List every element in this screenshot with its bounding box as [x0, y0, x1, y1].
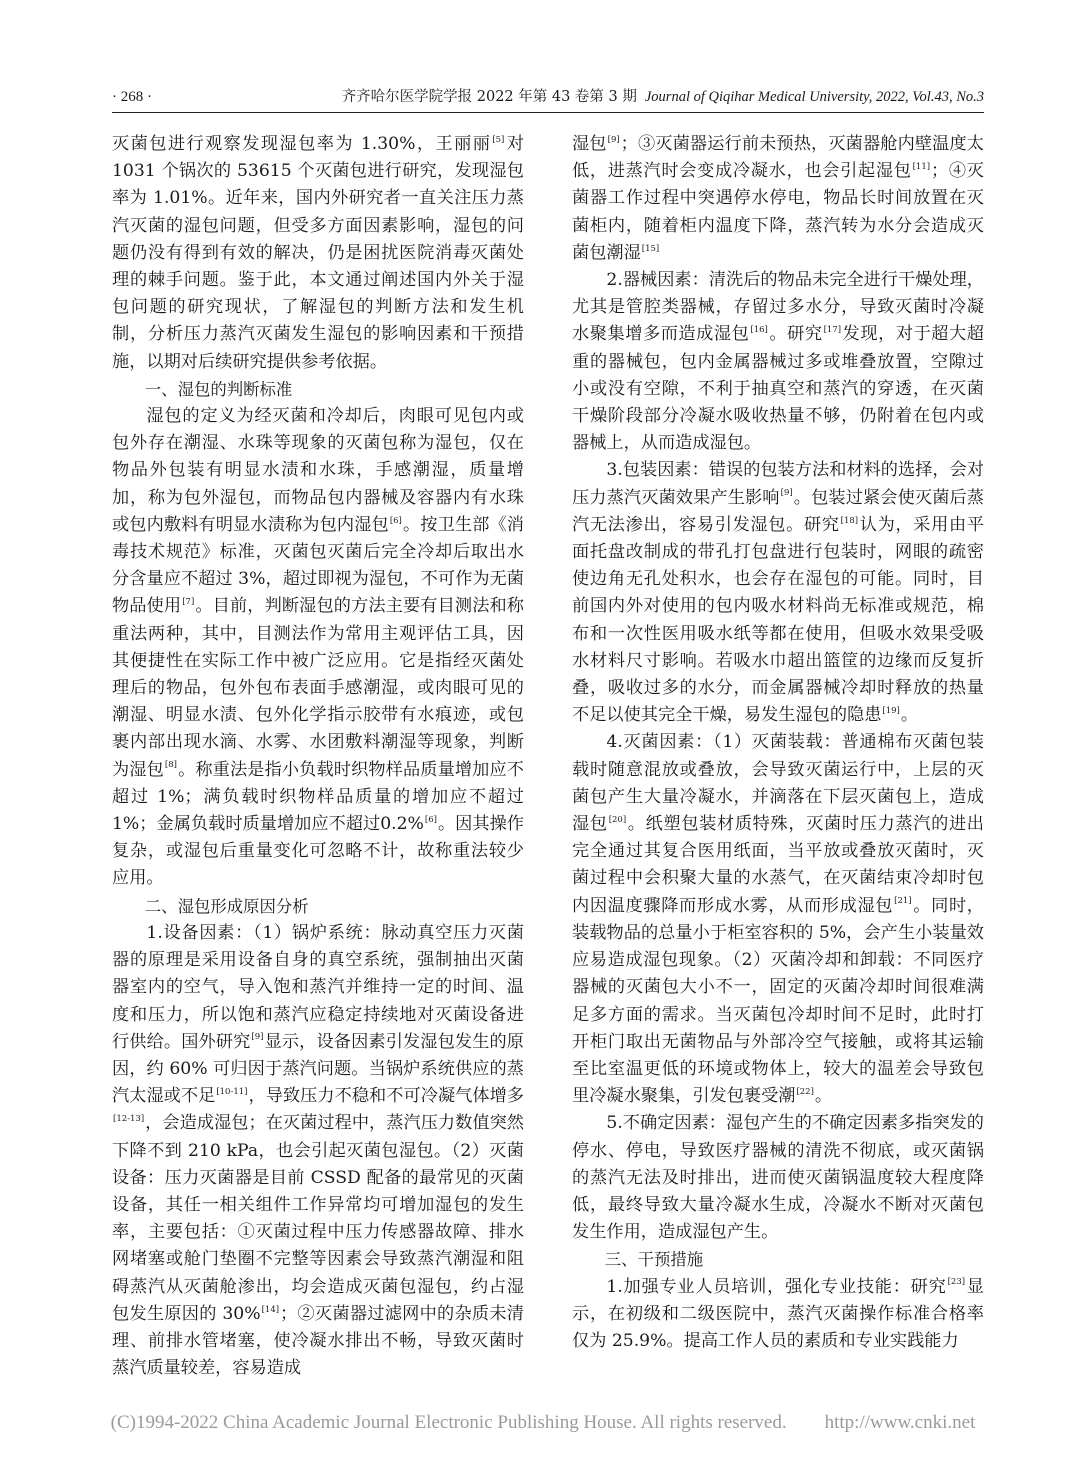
text-run: ；④灭菌器工作过程中突遇停水停电，物品长时间放置在灭菌柜内，随着柜内温度下降，蒸汽转为水分会造成灭菌包潮湿: [572, 161, 984, 263]
citation-ref: [23]: [947, 1277, 966, 1288]
text-run: 对1031 个锅次的 53615 个灭菌包进行研究，发现湿包率为 1.01%。近年来，国内外研究者一直关注压力蒸汽灭菌的湿包问题，但受多方面因素影响，湿包的问题仍没有得到有效的解决，仍是困扰医院消毒灭菌处理的棘手问题。鉴于此，本文通过阐述国内外关于湿包问题的研究现状，了解湿包的判断方法和发生机制，分析压力蒸汽灭菌发生湿包的影响因素和干预措施，以期对后续研究提供参考依据。: [112, 134, 524, 372]
citation-ref: [14]: [261, 1304, 280, 1315]
citation-ref: [6]: [424, 814, 437, 825]
text-run: 4.灭菌因素：（1）灭菌装载：普通棉布灭菌包装载时随意混放或叠放，会导致灭菌运行中，上层的灭菌包产生大量冷凝水，并滴落在下层灭菌包上，造成湿包: [572, 732, 984, 835]
text-run: ；③灭菌器运行前未预热，灭菌器舱内壁温度太低，进蒸汽时会变成冷凝水，也会引起湿包: [572, 134, 984, 182]
journal-title: [342, 86, 984, 108]
citation-ref: [8]: [164, 760, 177, 771]
citation-ref: [5]: [492, 134, 505, 145]
paragraph: [112, 403, 524, 893]
citation-ref: [20]: [608, 814, 627, 825]
text-run: 二、湿包形成原因分析: [144, 896, 309, 916]
section-heading: [112, 893, 524, 920]
citation-ref: [15]: [641, 243, 660, 254]
paragraph: [572, 1110, 984, 1246]
left-column: [112, 131, 524, 1382]
text-run: 灭菌包进行观察发现湿包率为 1.30%，王丽丽: [112, 134, 492, 154]
citation-ref: [6]: [389, 515, 402, 526]
citation-ref: [12-13]: [113, 1114, 145, 1125]
text-run: 。称重法是指小负载时织物样品质量增加应不超过 1%；满负载时织物样品质量的增加应不超过 1%；金属负载时质量增加应不超过0.2%: [112, 759, 524, 835]
text-run: 发现，对于超大超重的器械包，包内金属器械过多或堆叠放置，空隙过小或没有空隙，不利于抽真空和蒸汽的穿透，在灭菌干燥阶段部分冷凝水吸收热量不够，仍附着在包内或器械上，从而造成湿包。: [572, 324, 984, 454]
text-run: 。包装过紧会使灭菌后蒸汽无法渗出，容易引发湿包。研究: [572, 487, 984, 535]
text-run: 1.设备因素：（1）锅炉系统：脉动真空压力灭菌器的原理是采用设备自身的真空系统，强制抽出灭菌器室内的空气，导入饱和蒸汽并维持一定的时间、温度和压力，所以饱和蒸汽应稳定持续地对灭菌设备进行供给。国外研究: [112, 922, 524, 1052]
text-run: 。同时，装载物品的总量小于柜室容积的 5%，会产生小装量效应易造成湿包现象。（2）灭菌冷却和卸载：不同医疗器械的灭菌包大小不一，固定的灭菌冷却时间很难满足多方面的需求。当灭菌包冷却时间不足时，此时打开柜门取出无菌物品与外部冷空气接触，或将其运输至比室温更低的环境或物体上，较大的温差会导致包里冷凝水聚集，引发包裹受潮: [572, 895, 984, 1107]
journal-title-en: Journal of Qiqihar Medical University, 2022, Vol.43, No.3: [644, 89, 984, 105]
citation-ref: [17]: [823, 325, 842, 336]
citation-ref: [21]: [894, 896, 912, 907]
paragraph: [572, 457, 984, 729]
text-run: 。: [814, 1086, 833, 1107]
citation-ref: [11]: [912, 161, 931, 172]
text-run: 。目前，判断湿包的方法主要有目测法和称重法两种，其中，目测法作为常用主观评估工具，因其便捷性在实际工作中被广泛应用。它是指经灭菌处理后的物品，包外包布表面手感潮湿，或肉眼可见的潮湿、明显水渍、包外化学指示胶带有水痕迹，或包裹内部出现水滴、水雾、水团敷料潮湿等现象，判断为湿包: [112, 596, 524, 780]
copyright-footer: [38, 1412, 1048, 1434]
section-heading: [572, 1246, 984, 1273]
section-heading: [112, 376, 524, 403]
text-run: 。按卫生部《消毒技术规范》标准，灭菌包灭菌后完全冷却后取出水分含量应不超过 3%，超过即视为湿包，不可作为无菌物品使用: [112, 514, 524, 617]
citation-ref: [19]: [882, 706, 900, 717]
text-run: 。因其操作复杂，或湿包后重量变化可忽略不计，故称重法较少应用。: [112, 814, 524, 889]
citation-ref: [9]: [251, 1032, 264, 1043]
text-run: 显示，在初级和二级医院中，蒸汽灭菌操作标准合格率仅为 25.9%。提高工作人员的素质和专业实践能力: [572, 1276, 984, 1351]
right-column: [572, 131, 984, 1355]
copyright-text: (C)1994-2022 China Academic Journal Electronic Publishing House. All rights reserved.: [110, 1412, 787, 1433]
text-run: 2.器械因素：清洗后的物品未完全进行干燥处理，尤其是管腔类器械，存留过多水分，导致灭菌时冷凝水聚集增多而造成湿包: [572, 270, 984, 345]
paragraph: [112, 920, 524, 1382]
citation-ref: [7]: [182, 597, 195, 608]
text-run: 3.包装因素：错误的包装方法和材料的选择，会对压力蒸汽灭菌效果产生影响: [572, 460, 984, 508]
paragraph: [572, 131, 984, 267]
text-run: 1.加强专业人员培训，强化专业技能：研究: [606, 1276, 947, 1297]
text-run: 一、湿包的判断标准: [144, 379, 293, 399]
text-run: ；②灭菌器过滤网中的杂质未清理、前排水管堵塞，使冷凝水排出不畅，导致灭菌时蒸汽质量较差，容易造成: [112, 1303, 524, 1379]
page-number: · 268 ·: [112, 89, 152, 105]
paragraph: [572, 729, 984, 1110]
citation-ref: [9]: [780, 488, 793, 499]
citation-ref: [16]: [750, 325, 768, 336]
text-run: 三、干预措施: [604, 1250, 704, 1270]
paragraph: [572, 1274, 984, 1356]
paragraph: [572, 267, 984, 457]
text-run: 5.不确定因素：湿包产生的不确定因素多指突发的停水、停电，导致医疗器械的清洗不彻底，或灭菌锅的蒸汽无法及时排出，进而使灭菌锅温度较大程度降低，最终导致大量冷凝水生成，冷凝水不断对灭菌包发生作用，造成湿包产生。: [572, 1113, 984, 1243]
citation-ref: [9]: [607, 134, 620, 145]
cnki-link[interactable]: http://www.cnki.net: [824, 1412, 976, 1433]
text-run: 湿包的定义为经灭菌和冷却后，肉眼可见包内或包外存在潮湿、水珠等现象的灭菌包称为湿包，仅在物品外包装有明显水渍和水珠，手感潮湿，质量增加，称为包外湿包，而物品包内器械及容器内有水珠或包内敷料有明显水渍称为包内湿包: [112, 406, 524, 535]
text-run: ，导致压力不稳和不可冷凝气体增多: [248, 1086, 524, 1107]
text-run: 。研究: [768, 324, 823, 345]
text-run: 。纸塑包装材质特殊，灭菌时压力蒸汽的进出完全通过其复合医用纸面，当平放或叠放灭菌时，灭菌过程中会积聚大量的水蒸气，在灭菌结束冷却时包内因温度骤降而形成水雾，从而形成湿包: [572, 814, 984, 916]
running-header: [112, 86, 984, 108]
citation-ref: [18]: [840, 515, 859, 526]
journal-title-cn: 齐齐哈尔医学院学报 2022 年第 43 卷第 3 期: [341, 89, 637, 105]
text-run: 显示，设备因素引发湿包发生的原因，约 60% 可归因于蒸汽问题。当锅炉系统供应的蒸汽太湿或不足: [112, 1031, 524, 1107]
citation-ref: [22]: [796, 1086, 814, 1097]
header-rule: [112, 112, 984, 113]
citation-ref: [10-11]: [216, 1086, 248, 1097]
paragraph: [112, 131, 524, 376]
text-run: 认为，采用由平面托盘改制成的带孔打包盘进行包装时，网眼的疏密使边角无孔处积水，也会存在湿包的可能。同时，目前国内外对使用的包内吸水材料尚无标准或规范，棉布和一次性医用吸水纸等都在使用，但吸水效果受吸水材料尺寸影响。若吸水巾超出篮筐的边缘而反复折叠，吸收过多的水分，而金属器械冷却时释放的热量不足以使其完全干燥，易发生湿包的隐患: [572, 514, 984, 726]
text-run: 。: [900, 705, 919, 726]
footer-gap: [791, 1412, 820, 1433]
text-run: 湿包: [572, 134, 607, 154]
text-run: ，会造成湿包；在灭菌过程中，蒸汽压力数值突然下降不到 210 kPa，也会引起灭菌包湿包。（2）灭菌设备：压力灭菌器是目前 CSSD 配备的最常见的灭菌设备，其任一相关组件工作异常均可增加湿包的发生率，主要包括：①灭菌过程中压力传感器故障、排水网堵塞或舱门垫圈不完整等因素会导致蒸汽潮湿和阻碍蒸汽从灭菌舱渗出，均会造成灭菌包湿包，约占湿包发生原因的 30%: [112, 1113, 524, 1324]
